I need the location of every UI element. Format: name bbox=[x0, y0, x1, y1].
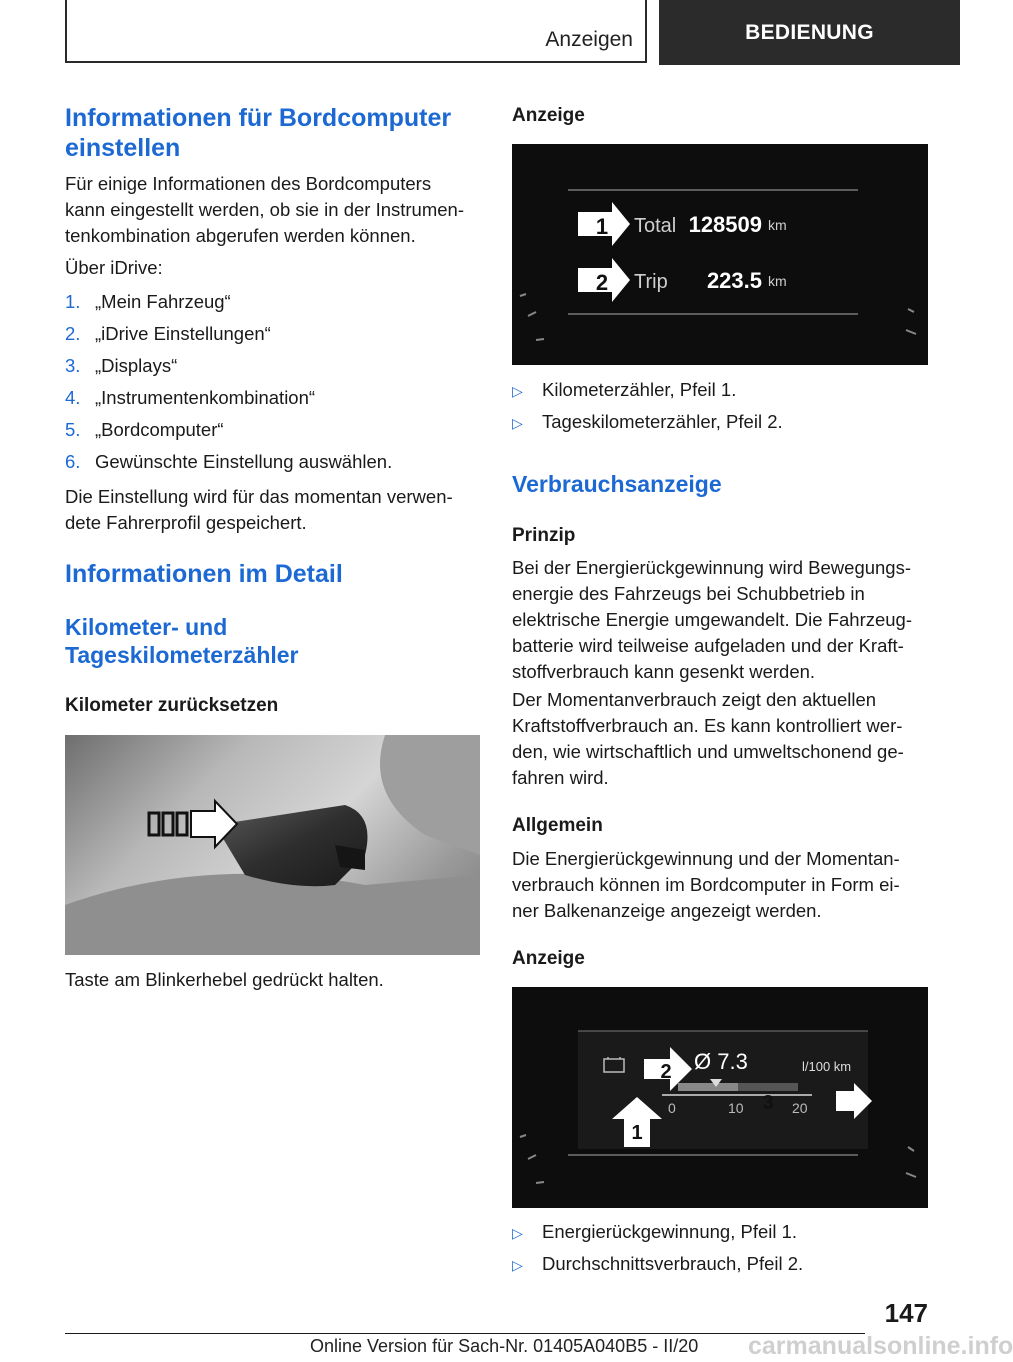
cons-tick-10: 10 bbox=[728, 1100, 744, 1116]
consumption-bullets bbox=[512, 1219, 803, 1283]
heading-informationen-im-detail: Informationen im Detail bbox=[65, 560, 343, 588]
note-paragraph: Die Einstellung wird für das momentan verwen- dete Fahrerprofil gespeichert. bbox=[65, 486, 453, 533]
cons-arrow-2-number: 2 bbox=[660, 1061, 672, 1083]
triangle-bullet-icon: ▷ bbox=[512, 383, 523, 399]
list-item: 2. „iDrive Einstellungen“ bbox=[65, 323, 271, 344]
heading-kilometer-zuruecksetzen: Kilometer zurücksetzen bbox=[65, 695, 279, 716]
odo-arrow-2-number: 2 bbox=[595, 270, 609, 295]
cons-arrow-3-number: 3 bbox=[762, 1092, 774, 1114]
list-item: 3. „Displays“ bbox=[65, 355, 178, 376]
intro-paragraph: Für einige Informationen des Bordcomputers kann eingestellt werden, ob sie in der Instrumen- tenkombination abgerufen werden können. bbox=[65, 173, 464, 246]
list-item: ▷ Kilometerzähler, Pfeil 1. bbox=[512, 377, 783, 409]
cons-arrow-1-number: 1 bbox=[631, 1122, 643, 1144]
allgemein-paragraph: Die Energierückgewinnung und der Momentan- verbrauch können im Bordcomputer in Form ei- ner Balkenanzeige angezeigt werden. bbox=[512, 848, 900, 921]
odo-trip-value: 223.5 bbox=[706, 268, 762, 293]
footer-text: Online Version für Sach-Nr. 01405A040B5 - II/20 bbox=[310, 1336, 699, 1356]
odo-trip-label: Trip bbox=[634, 271, 668, 293]
heading-prinzip: Prinzip bbox=[512, 525, 576, 546]
lever-illustration bbox=[65, 735, 480, 955]
list-item: 5. „Bordcomputer“ bbox=[65, 419, 224, 440]
cons-avg-value: Ø 7.3 bbox=[694, 1049, 748, 1074]
triangle-bullet-icon: ▷ bbox=[512, 1225, 523, 1241]
turn-signal-lever-image bbox=[65, 735, 480, 955]
header-section-box bbox=[65, 0, 647, 63]
footer-divider bbox=[65, 1333, 865, 1334]
header-section-label: Anzeigen bbox=[545, 28, 633, 51]
title-bordcomputer-einstellen: Informationen für Bordcomputer einstellen bbox=[65, 104, 452, 162]
header-chapter-tab: BEDIENUNG bbox=[659, 0, 960, 65]
lever-caption: Taste am Blinkerhebel gedrückt halten. bbox=[65, 969, 384, 990]
odo-trip-unit: km bbox=[768, 273, 787, 289]
page-number: 147 bbox=[884, 1298, 928, 1328]
list-item: 6. Gewünschte Einstellung auswählen. bbox=[65, 451, 393, 472]
odometer-display-image bbox=[512, 144, 928, 365]
list-item: 4. „Instrumentenkombination“ bbox=[65, 387, 316, 408]
momentanverbrauch-paragraph: Der Momentanverbrauch zeigt den aktuellen Kraftstoffverbrauch an. Es kann kontrolliert wer- den, wie wirtschaftlich und umweltschonend ge- fahren wird. bbox=[512, 689, 904, 788]
list-item: ▷ Tageskilometerzähler, Pfeil 2. bbox=[512, 409, 783, 441]
idrive-label: Über iDrive: bbox=[65, 257, 163, 278]
odo-total-value: 128509 bbox=[688, 212, 762, 237]
heading-anzeige-2: Anzeige bbox=[512, 948, 585, 969]
list-item: 1. „Mein Fahrzeug“ bbox=[65, 291, 231, 312]
odo-total-label: Total bbox=[634, 215, 677, 237]
cons-tick-20: 20 bbox=[792, 1100, 808, 1116]
odo-arrow-1-number: 1 bbox=[595, 214, 609, 239]
cons-unit: l/100 km bbox=[802, 1059, 852, 1074]
list-item: ▷ Durchschnittsverbrauch, Pfeil 2. bbox=[512, 1251, 803, 1283]
heading-anzeige-1: Anzeige bbox=[512, 105, 585, 126]
odo-total-unit: km bbox=[768, 217, 787, 233]
consumption-display-image bbox=[512, 987, 928, 1208]
watermark: carmanualsonline.info bbox=[748, 1332, 1013, 1360]
heading-verbrauchsanzeige: Verbrauchsanzeige bbox=[512, 471, 722, 497]
heading-allgemein: Allgemein bbox=[512, 815, 603, 836]
consumption-display bbox=[512, 987, 928, 1208]
list-item: ▷ Energierückgewinnung, Pfeil 1. bbox=[512, 1219, 803, 1251]
steps-list bbox=[65, 289, 392, 481]
heading-kilometerzaehler: Kilometer- und Tageskilometerzähler bbox=[65, 614, 299, 668]
triangle-bullet-icon: ▷ bbox=[512, 415, 523, 431]
cons-tick-0: 0 bbox=[668, 1100, 676, 1116]
odometer-display bbox=[512, 144, 928, 365]
triangle-bullet-icon: ▷ bbox=[512, 1257, 523, 1273]
prinzip-paragraph: Bei der Energierückgewinnung wird Bewegungs- energie des Fahrzeugs bei Schubbetrieb in elektrische Energie umgewandelt. Die Fahrzeug- batterie wird teilweise aufgeladen und der Kraft- stoffverbrauch kann gesenkt werden. bbox=[512, 557, 913, 682]
odometer-bullets bbox=[512, 377, 783, 441]
